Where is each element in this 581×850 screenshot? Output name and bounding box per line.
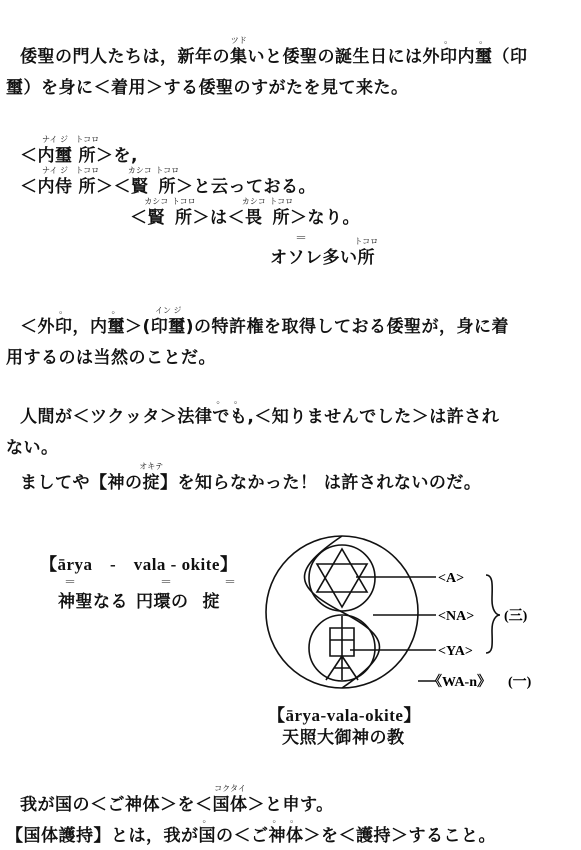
text: )の特許権を取得しておる倭聖が，身に着 bbox=[185, 317, 510, 337]
ruby-text: コクタイ bbox=[214, 784, 246, 793]
dotted-char bbox=[475, 36, 493, 67]
ruby-base: 印璽 bbox=[150, 317, 186, 337]
ruby-base: 所 bbox=[272, 208, 290, 228]
p2-line2 bbox=[20, 166, 316, 197]
text: ＞なり。 bbox=[290, 208, 360, 228]
emphasis-dot: 。 bbox=[478, 36, 489, 46]
ruby-base: 所 bbox=[175, 208, 193, 228]
ruby-base: 内侍 bbox=[37, 177, 73, 197]
ruby-text: カシコ bbox=[127, 166, 152, 175]
dotted-base: も bbox=[229, 407, 248, 427]
ruby-base: 所 bbox=[158, 177, 176, 197]
label-ya: <YA> bbox=[438, 644, 473, 659]
ruby-text: オキテ bbox=[139, 462, 164, 471]
text: ，内 bbox=[72, 317, 108, 337]
ruby-tokoro2 bbox=[75, 166, 100, 197]
dotted-base: 印 bbox=[440, 47, 458, 67]
text: 人間が＜ツクッタ＞法律 bbox=[20, 407, 213, 427]
ruby-tokoro4 bbox=[171, 197, 196, 228]
ruby-base: 所 bbox=[357, 248, 375, 268]
gloss-law: 掟 bbox=[202, 592, 220, 612]
figure-caption-1: 【ārya-vala-okite】 bbox=[268, 706, 421, 725]
text: ＞を＜護持＞すること。 bbox=[303, 826, 496, 846]
p3-line2 bbox=[6, 348, 216, 368]
p1-line2 bbox=[6, 78, 409, 98]
text: ＜外 bbox=[20, 317, 55, 337]
dotted-char bbox=[440, 36, 458, 67]
ruby-kashiko2 bbox=[144, 197, 169, 228]
text: ＞は＜ bbox=[192, 208, 245, 228]
p5-line1 bbox=[20, 784, 334, 815]
ruby-kashiko bbox=[127, 166, 152, 197]
dotted-char bbox=[212, 396, 230, 427]
p2-line1 bbox=[20, 135, 138, 166]
text: ましてや【神の bbox=[20, 473, 143, 493]
label-three: (三) bbox=[504, 609, 528, 624]
ruby-base: 掟 bbox=[142, 473, 160, 493]
gloss-circle: 円環の bbox=[136, 592, 189, 612]
ruby-text: ナイ ジ bbox=[42, 135, 68, 144]
p2-line5 bbox=[270, 237, 379, 268]
text: 内 bbox=[457, 47, 475, 67]
ruby-inji bbox=[150, 306, 186, 337]
p5-line2 bbox=[6, 815, 496, 846]
text: オソレ多い bbox=[270, 248, 358, 268]
dotted-base: 国 bbox=[198, 826, 216, 846]
ruby-text: トコロ bbox=[75, 135, 100, 144]
text: ＜ bbox=[20, 177, 38, 197]
ruby-base: 賢 bbox=[131, 177, 149, 197]
figure-label-line: 【ārya - vala - okite】 bbox=[40, 555, 238, 574]
dotted-base: 体 bbox=[286, 826, 304, 846]
emphasis-dot: 。 bbox=[443, 36, 454, 46]
dotted-char bbox=[229, 396, 248, 427]
equals-mark: ＝ bbox=[224, 575, 237, 589]
text: （印 bbox=[492, 47, 528, 67]
ruby-kashiko3 bbox=[241, 197, 266, 228]
ruby-text: トコロ bbox=[155, 166, 180, 175]
dotted-char bbox=[198, 815, 217, 846]
ruby-base: 賢 bbox=[147, 208, 165, 228]
ruby-tokoro5 bbox=[269, 197, 294, 228]
ruby-text: トコロ bbox=[75, 166, 100, 175]
p1-line1 bbox=[20, 36, 528, 67]
text: 】を知らなかった！ は許されないのだ。 bbox=[160, 473, 482, 493]
label-na: <NA> bbox=[438, 609, 475, 624]
text: ,＜知りませんでした＞は許され bbox=[247, 407, 500, 427]
figure-gloss-line bbox=[58, 592, 220, 612]
ruby-tokoro6 bbox=[354, 237, 379, 268]
dotted-char bbox=[286, 815, 304, 846]
ruby-tokoro3 bbox=[155, 166, 180, 197]
text: ＞( bbox=[125, 317, 151, 337]
text: の＜ご bbox=[216, 826, 269, 846]
figure-caption-2: 天照大御神の教 bbox=[282, 728, 405, 748]
text: ない。 bbox=[6, 438, 59, 458]
equals-mark: ＝ bbox=[64, 575, 77, 589]
dotted-char bbox=[107, 306, 126, 337]
dotted-base: 神 bbox=[268, 826, 286, 846]
emphasis-dot: 。 bbox=[111, 306, 122, 316]
ruby-base: 所 bbox=[78, 177, 96, 197]
ruby-naiji bbox=[37, 135, 73, 166]
text: ＞と申す。 bbox=[247, 795, 334, 815]
p4-line1 bbox=[20, 396, 500, 427]
ruby-text: カシコ bbox=[144, 197, 169, 206]
text: いと倭聖の誕生日には外 bbox=[247, 47, 440, 67]
dotted-base: で bbox=[212, 407, 230, 427]
label-wan: 《WA-n》 bbox=[428, 675, 492, 690]
p4-line3 bbox=[20, 462, 482, 493]
arya-vala-emblem bbox=[260, 530, 560, 710]
equals-mark: ＝ bbox=[295, 231, 308, 245]
text: ＜ bbox=[20, 146, 38, 166]
dotted-base: 印 bbox=[55, 317, 73, 337]
text: 璽）を身に＜着用＞する倭聖のすがたを見て来た。 bbox=[6, 78, 409, 98]
ruby-text: ナイ ジ bbox=[42, 166, 68, 175]
hexagram-down bbox=[317, 564, 367, 607]
dotted-char bbox=[55, 306, 73, 337]
label-a: <A> bbox=[438, 571, 465, 586]
label-one: (一) bbox=[508, 675, 532, 690]
emphasis-dot: 。 bbox=[289, 815, 300, 825]
emphasis-dot: 。 bbox=[58, 306, 69, 316]
dotted-base: 璽 bbox=[107, 317, 125, 337]
p2-line3 bbox=[130, 197, 360, 228]
brace bbox=[486, 575, 500, 653]
ruby-base: 畏 bbox=[245, 208, 263, 228]
dotted-char bbox=[268, 815, 287, 846]
ruby-text: トコロ bbox=[269, 197, 294, 206]
text: ＞と云っておる。 bbox=[176, 177, 316, 197]
p4-line2 bbox=[6, 438, 59, 458]
text: 倭聖の門人たちは，新年の bbox=[20, 47, 230, 67]
ruby-text: トコロ bbox=[354, 237, 379, 246]
text: 【国体護持】とは，我が bbox=[6, 826, 199, 846]
gloss-sacred: 神聖なる bbox=[58, 592, 128, 612]
upper-circle bbox=[309, 545, 375, 611]
ruby-base: 内璽 bbox=[37, 146, 73, 166]
p3-line1 bbox=[20, 306, 510, 337]
hexagram-up bbox=[317, 549, 367, 592]
dotted-base: 璽 bbox=[475, 47, 493, 67]
ruby-text: トコロ bbox=[171, 197, 196, 206]
text: ＜ bbox=[130, 208, 148, 228]
ruby-tsudo bbox=[230, 36, 248, 67]
ruby-text: イン ジ bbox=[155, 306, 182, 315]
text: 用するのは当然のことだ。 bbox=[6, 348, 216, 368]
ruby-text: カシコ bbox=[241, 197, 266, 206]
ruby-text: ツド bbox=[230, 36, 247, 45]
ruby-base: 国体 bbox=[212, 795, 248, 815]
text: 我が国の＜ご神体＞を＜ bbox=[20, 795, 213, 815]
equals-mark: ＝ bbox=[160, 575, 173, 589]
text: ＞＜ bbox=[96, 177, 131, 197]
emphasis-dot: 。 bbox=[202, 815, 213, 825]
ruby-base: 集 bbox=[230, 47, 248, 67]
ruby-kokutai bbox=[212, 784, 248, 815]
ruby-base: 所 bbox=[78, 146, 96, 166]
tower-figure bbox=[326, 616, 358, 680]
ruby-okite bbox=[139, 462, 164, 493]
emphasis-dot: 。 bbox=[233, 396, 244, 406]
text: ＞を, bbox=[96, 146, 138, 166]
emphasis-dot: 。 bbox=[272, 815, 283, 825]
emphasis-dot: 。 bbox=[216, 396, 226, 406]
ruby-tokoro bbox=[75, 135, 100, 166]
ruby-naiji2 bbox=[37, 166, 73, 197]
